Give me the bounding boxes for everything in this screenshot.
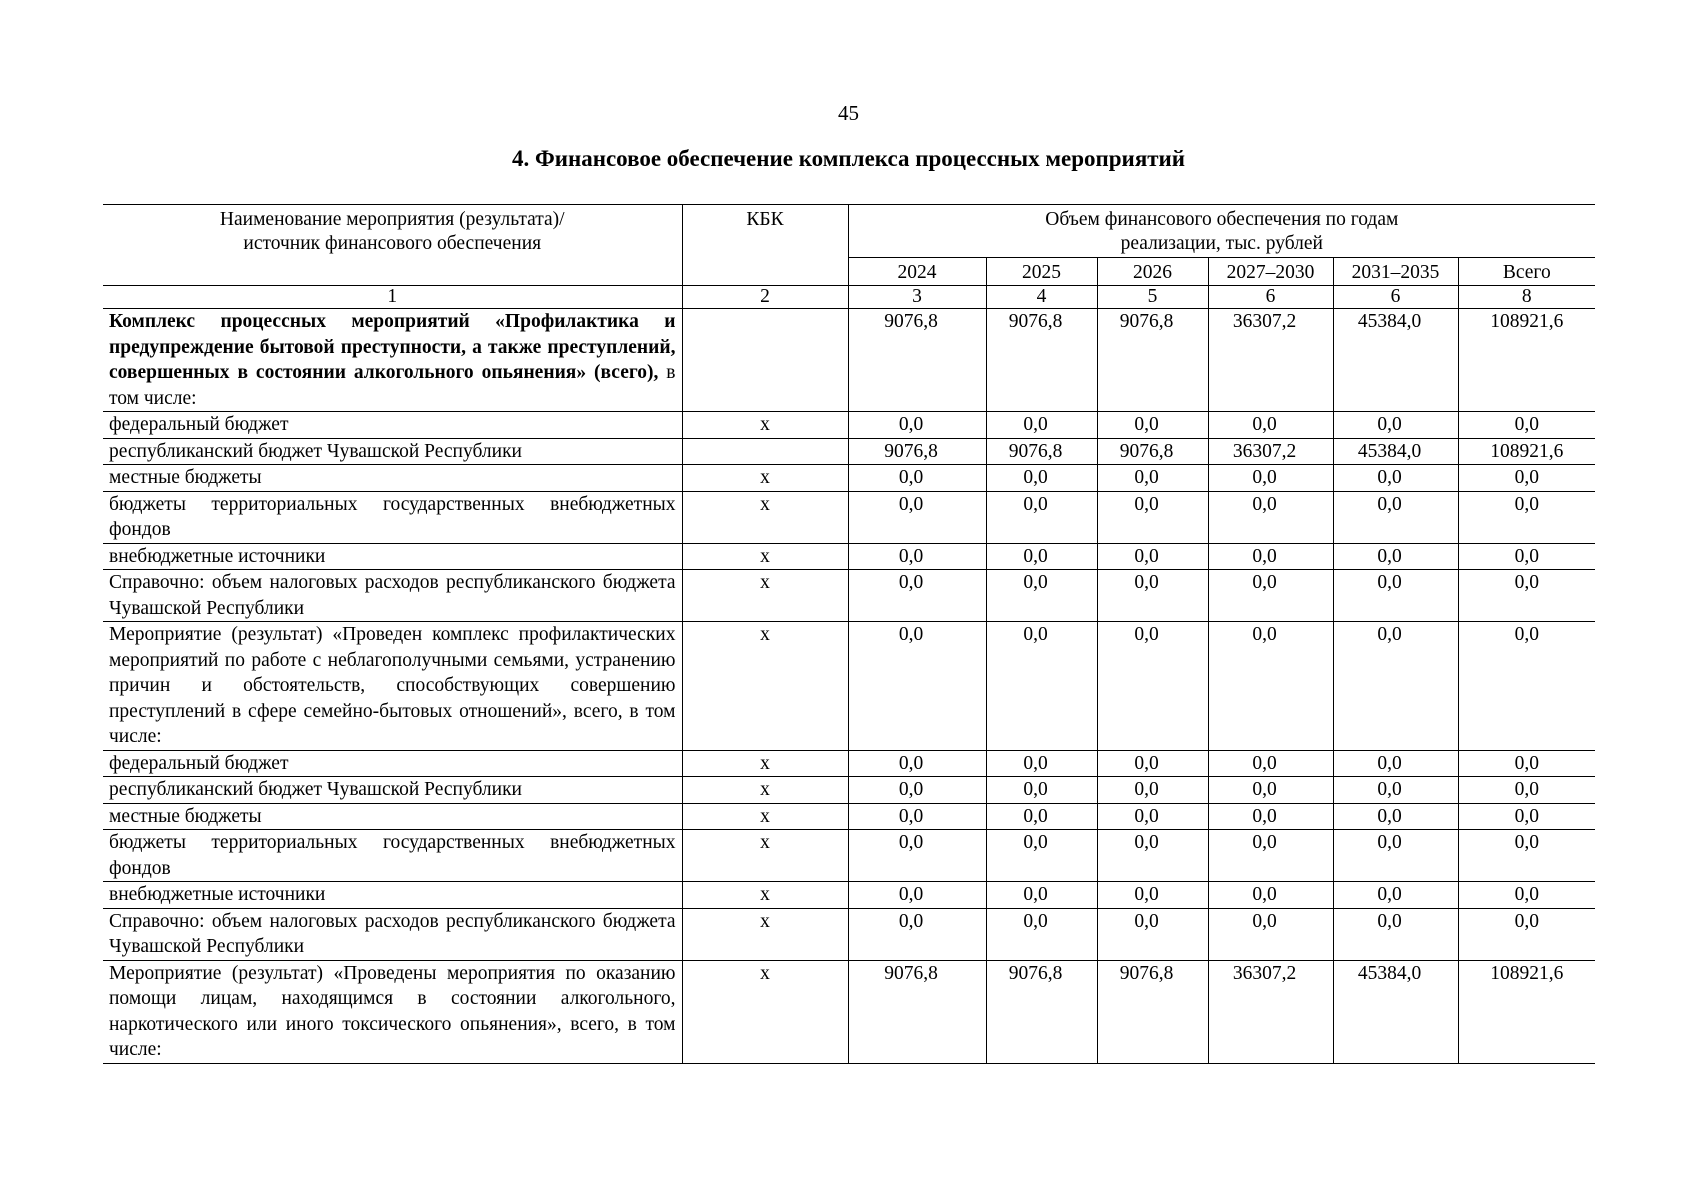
table-row	[103, 543, 1595, 570]
column-number: 4	[986, 286, 1097, 309]
row-value: 0,0	[848, 830, 986, 882]
row-name: Мероприятие (результат) «Проведены мероприятия по оказанию помощи лицам, находящимся в состоянии алкогольного, наркотического или иного токсического опьянения», всего, в том числе:	[103, 960, 682, 1063]
row-name: местные бюджеты	[103, 465, 682, 492]
row-value: 0,0	[986, 570, 1097, 622]
row-value: 0,0	[986, 777, 1097, 804]
row-value: 0,0	[1333, 830, 1458, 882]
row-kbk: x	[682, 830, 848, 882]
row-value: 0,0	[1208, 543, 1333, 570]
row-value: 0,0	[1458, 491, 1595, 543]
row-value: 0,0	[1333, 803, 1458, 830]
row-value: 0,0	[1458, 882, 1595, 909]
row-value: 0,0	[1097, 882, 1208, 909]
table-row	[103, 309, 1595, 412]
table-row	[103, 491, 1595, 543]
row-value: 9076,8	[986, 960, 1097, 1063]
row-value: 0,0	[848, 882, 986, 909]
row-value: 0,0	[1208, 491, 1333, 543]
row-value: 0,0	[848, 777, 986, 804]
row-name: республиканский бюджет Чувашской Республики	[103, 438, 682, 465]
row-value: 108921,6	[1458, 960, 1595, 1063]
row-value: 0,0	[1208, 570, 1333, 622]
row-name	[103, 309, 682, 412]
row-value: 0,0	[1208, 750, 1333, 777]
column-number: 3	[848, 286, 986, 309]
row-value: 0,0	[986, 803, 1097, 830]
header-name-line-2: источник финансового обеспечения	[243, 233, 542, 254]
row-value: 0,0	[1097, 908, 1208, 960]
row-value: 0,0	[1458, 777, 1595, 804]
row-value: 0,0	[1333, 750, 1458, 777]
row-value: 0,0	[1458, 622, 1595, 751]
row-value: 0,0	[1097, 750, 1208, 777]
row-value: 9076,8	[1097, 309, 1208, 412]
row-value: 0,0	[1333, 908, 1458, 960]
row-value: 45384,0	[1333, 438, 1458, 465]
header-year: 2025	[986, 258, 1097, 286]
row-kbk: x	[682, 491, 848, 543]
page-number: 45	[838, 101, 859, 125]
header-volume	[848, 205, 1595, 258]
row-value: 0,0	[1458, 750, 1595, 777]
row-value: 0,0	[1333, 570, 1458, 622]
header-name	[103, 205, 682, 286]
table-row	[103, 622, 1595, 751]
row-value: 0,0	[848, 543, 986, 570]
row-value: 9076,8	[986, 438, 1097, 465]
table-row	[103, 803, 1595, 830]
row-value: 36307,2	[1208, 438, 1333, 465]
row-value: 108921,6	[1458, 309, 1595, 412]
row-value: 0,0	[1458, 570, 1595, 622]
row-kbk: x	[682, 777, 848, 804]
row-value: 0,0	[848, 622, 986, 751]
row-name: Справочно: объем налоговых расходов республиканского бюджета Чувашской Республики	[103, 570, 682, 622]
header-row-1	[103, 205, 1595, 258]
row-name: Мероприятие (результат) «Проведен комплекс профилактических мероприятий по работе с неблагополучными семьями, устранению причин и обстоятельств, способствующих совершению преступлений в сфере семейно-бытовых отношений», всего, в том числе:	[103, 622, 682, 751]
row-value: 0,0	[848, 465, 986, 492]
header-kbk: КБК	[682, 205, 848, 286]
page-title: 4. Финансовое обеспечение комплекса процессных мероприятий	[511, 146, 1186, 171]
row-value: 0,0	[986, 908, 1097, 960]
row-value: 0,0	[986, 750, 1097, 777]
row-name: местные бюджеты	[103, 803, 682, 830]
row-name: республиканский бюджет Чувашской Республики	[103, 777, 682, 804]
row-value: 0,0	[1458, 908, 1595, 960]
row-value: 0,0	[1208, 830, 1333, 882]
row-value: 9076,8	[1097, 960, 1208, 1063]
table-row	[103, 438, 1595, 465]
row-value: 0,0	[1097, 570, 1208, 622]
row-value: 0,0	[1097, 803, 1208, 830]
row-value: 0,0	[848, 750, 986, 777]
row-value: 0,0	[1208, 777, 1333, 804]
row-value: 0,0	[1097, 622, 1208, 751]
row-value: 0,0	[986, 830, 1097, 882]
row-value: 0,0	[848, 412, 986, 439]
row-kbk: x	[682, 750, 848, 777]
header-year: 2026	[1097, 258, 1208, 286]
row-value: 0,0	[1208, 622, 1333, 751]
row-value: 0,0	[1208, 908, 1333, 960]
column-number: 8	[1458, 286, 1595, 309]
row-name: бюджеты территориальных государственных внебюджетных фондов	[103, 491, 682, 543]
row-value: 9076,8	[848, 309, 986, 412]
row-name: федеральный бюджет	[103, 750, 682, 777]
row-value: 0,0	[986, 622, 1097, 751]
row-value: 45384,0	[1333, 960, 1458, 1063]
row-value: 0,0	[1333, 465, 1458, 492]
table-row	[103, 750, 1595, 777]
row-value: 9076,8	[986, 309, 1097, 412]
row-name-suffix: в том числе:	[109, 362, 676, 409]
header-name-line-1: Наименование мероприятия (результата)/	[219, 209, 565, 230]
row-value: 36307,2	[1208, 960, 1333, 1063]
row-kbk: x	[682, 882, 848, 909]
row-value: 108921,6	[1458, 438, 1595, 465]
column-number: 6	[1208, 286, 1333, 309]
row-value: 0,0	[1208, 465, 1333, 492]
row-name: внебюджетные источники	[103, 543, 682, 570]
row-value: 0,0	[848, 908, 986, 960]
column-number: 6	[1333, 286, 1458, 309]
table-row	[103, 412, 1595, 439]
row-value: 0,0	[1458, 465, 1595, 492]
row-value: 0,0	[1333, 412, 1458, 439]
row-value: 9076,8	[1097, 438, 1208, 465]
row-value: 0,0	[1097, 465, 1208, 492]
row-kbk: x	[682, 908, 848, 960]
row-value: 0,0	[1458, 803, 1595, 830]
row-value: 0,0	[1208, 412, 1333, 439]
row-value: 0,0	[1333, 777, 1458, 804]
table-row	[103, 908, 1595, 960]
row-value: 0,0	[986, 491, 1097, 543]
row-value: 36307,2	[1208, 309, 1333, 412]
row-name: внебюджетные источники	[103, 882, 682, 909]
row-value: 0,0	[1097, 830, 1208, 882]
row-value: 0,0	[986, 543, 1097, 570]
table-row	[103, 830, 1595, 882]
row-value: 0,0	[848, 570, 986, 622]
row-value: 0,0	[1208, 882, 1333, 909]
row-kbk: x	[682, 570, 848, 622]
column-number: 2	[682, 286, 848, 309]
table-row	[103, 465, 1595, 492]
row-value: 9076,8	[848, 960, 986, 1063]
row-value: 0,0	[1458, 412, 1595, 439]
table-row	[103, 570, 1595, 622]
header-year: 2027–2030	[1208, 258, 1333, 286]
row-value: 0,0	[1333, 543, 1458, 570]
row-kbk: x	[682, 960, 848, 1063]
row-value: 0,0	[986, 882, 1097, 909]
row-name: Справочно: объем налоговых расходов республиканского бюджета Чувашской Республики	[103, 908, 682, 960]
row-value: 0,0	[986, 412, 1097, 439]
row-value: 0,0	[1097, 412, 1208, 439]
row-value: 0,0	[1208, 803, 1333, 830]
row-kbk: x	[682, 412, 848, 439]
row-kbk: x	[682, 543, 848, 570]
row-name: бюджеты территориальных государственных внебюджетных фондов	[103, 830, 682, 882]
row-value: 45384,0	[1333, 309, 1458, 412]
row-value: 0,0	[1333, 882, 1458, 909]
header-year: 2024	[848, 258, 986, 286]
table-row	[103, 960, 1595, 1063]
row-kbk: x	[682, 803, 848, 830]
column-number-row	[103, 286, 1595, 309]
row-name-bold: Комплекс процессных мероприятий «Профилактика и предупреждение бытовой преступности, а также преступлений, совершенных в состоянии алкогольного опьянения» (всего),	[109, 311, 676, 383]
row-value: 0,0	[1458, 830, 1595, 882]
row-kbk: x	[682, 622, 848, 751]
column-number: 5	[1097, 286, 1208, 309]
row-kbk: x	[682, 465, 848, 492]
header-year: 2031–2035	[1333, 258, 1458, 286]
financing-table	[103, 204, 1595, 1064]
row-kbk	[682, 309, 848, 412]
row-value: 0,0	[848, 803, 986, 830]
column-number: 1	[103, 286, 682, 309]
row-value: 0,0	[986, 465, 1097, 492]
table-row	[103, 777, 1595, 804]
table-row	[103, 882, 1595, 909]
row-value: 0,0	[848, 491, 986, 543]
header-year: Всего	[1458, 258, 1595, 286]
row-kbk	[682, 438, 848, 465]
header-volume-line-2: реализации, тыс. рублей	[1120, 233, 1323, 254]
row-value: 0,0	[1097, 543, 1208, 570]
row-value: 0,0	[1097, 491, 1208, 543]
row-value: 0,0	[1333, 622, 1458, 751]
row-value: 9076,8	[848, 438, 986, 465]
row-value: 0,0	[1333, 491, 1458, 543]
row-value: 0,0	[1097, 777, 1208, 804]
row-value: 0,0	[1458, 543, 1595, 570]
header-volume-line-1: Объем финансового обеспечения по годам	[1045, 209, 1399, 230]
row-name: федеральный бюджет	[103, 412, 682, 439]
